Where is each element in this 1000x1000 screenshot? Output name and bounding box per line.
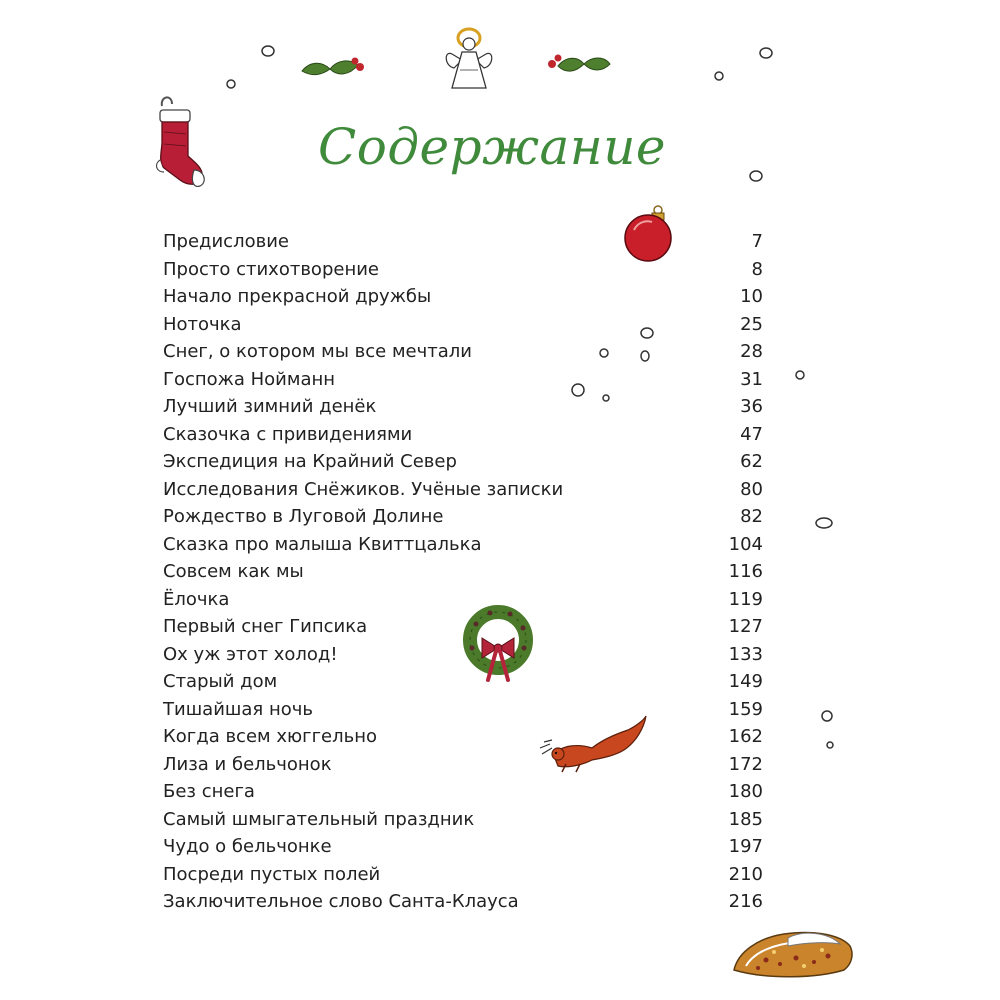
snowflake-icon <box>227 80 235 88</box>
toc-entry-page-number: 180 <box>728 781 763 802</box>
toc-entry-page-number: 8 <box>751 258 763 280</box>
snowflake-icon <box>827 742 833 748</box>
toc-entry[interactable] <box>163 833 763 861</box>
toc-entry-page-number: 185 <box>728 808 763 830</box>
toc-entry-page-number: 149 <box>728 671 763 692</box>
toc-entry-page-number: 116 <box>728 561 763 582</box>
toc-entry-title: Совсем как мы <box>163 561 304 582</box>
toc-entry-title: Предисловие <box>163 231 289 252</box>
toc-entry-title: Экспедиция на Крайний Север <box>163 451 457 472</box>
toc-entry[interactable] <box>163 531 763 559</box>
toc-entry-title: Рождество в Луговой Долине <box>163 506 444 527</box>
toc-entry-title: Без снега <box>163 781 255 802</box>
toc-entry-title: Когда всем хюггельно <box>163 726 378 747</box>
toc-entry[interactable] <box>163 448 763 476</box>
toc-entry-title: Просто стихотворение <box>163 258 379 280</box>
snowflake-icon <box>715 72 723 80</box>
stollen-bread-icon <box>728 922 858 982</box>
toc-entry-title: Тишайшая ночь <box>163 698 313 720</box>
toc-entry-title: Ох уж этот холод! <box>163 643 338 665</box>
toc-entry-page-number: 36 <box>740 396 763 417</box>
toc-entry[interactable] <box>163 806 763 834</box>
toc-entry-title: Сказка про малыша Квиттцалька <box>163 533 482 555</box>
toc-entry[interactable] <box>163 311 763 339</box>
toc-entry-title: Снег, о котором мы все мечтали <box>163 341 472 362</box>
snowflake-icon <box>760 48 772 58</box>
toc-entry-title: Посреди пустых полей <box>163 863 381 885</box>
toc-entry[interactable] <box>163 751 763 779</box>
toc-entry-title: Заключительное слово Санта-Клауса <box>163 891 519 912</box>
angel-icon <box>442 24 496 92</box>
toc-entry[interactable] <box>163 421 763 449</box>
page-title: Содержание <box>318 118 667 176</box>
snowflake-icon <box>816 518 832 528</box>
toc-entry[interactable] <box>163 283 763 311</box>
toc-entry-title: Первый снег Гипсика <box>163 616 368 637</box>
toc-entry[interactable] <box>163 861 763 889</box>
toc-entry-page-number: 10 <box>740 286 763 307</box>
toc-entry-page-number: 172 <box>728 753 763 775</box>
holly-icon <box>300 55 370 83</box>
toc-entry[interactable] <box>163 393 763 421</box>
toc-entry[interactable] <box>163 476 763 504</box>
toc-entry-page-number: 162 <box>728 726 763 747</box>
toc-entry-page-number: 7 <box>751 231 763 252</box>
toc-entry-title: Ёлочка <box>163 588 230 610</box>
toc-entry[interactable] <box>163 696 763 724</box>
toc-entry[interactable] <box>163 503 763 531</box>
toc-entry-page-number: 25 <box>740 313 763 335</box>
toc-entry-page-number: 197 <box>728 836 763 857</box>
ornament-icon <box>618 202 678 266</box>
toc-entry-page-number: 82 <box>740 506 763 527</box>
toc-entry[interactable] <box>163 888 763 916</box>
toc-entry[interactable] <box>163 558 763 586</box>
toc-entry-page-number: 119 <box>728 588 763 610</box>
snowflake-icon <box>796 371 804 379</box>
toc-entry[interactable] <box>163 778 763 806</box>
snowflake-icon <box>822 711 832 721</box>
toc-entry-page-number: 216 <box>728 891 763 912</box>
toc-entry-page-number: 62 <box>740 451 763 472</box>
toc-entry-title: Старый дом <box>163 671 278 692</box>
holly-icon <box>544 52 612 80</box>
toc-entry-page-number: 31 <box>740 368 763 390</box>
toc-entry-title: Лучший зимний денёк <box>163 396 377 417</box>
stocking-icon <box>150 92 214 192</box>
toc-entry-page-number: 47 <box>740 423 763 445</box>
toc-entry-title: Лиза и бельчонок <box>163 753 332 775</box>
squirrel-icon <box>536 714 648 778</box>
toc-entry[interactable] <box>163 723 763 751</box>
toc-entry-page-number: 80 <box>740 478 763 500</box>
toc-entry-page-number: 104 <box>728 533 763 555</box>
toc-entry-title: Самый шмыгательный праздник <box>163 808 475 830</box>
snowflake-icon <box>262 46 274 56</box>
toc-entry-title: Ноточка <box>163 313 242 335</box>
toc-entry-page-number: 133 <box>728 643 763 665</box>
toc-entry[interactable] <box>163 366 763 394</box>
toc-entry-page-number: 28 <box>740 341 763 362</box>
wreath-icon <box>460 604 538 686</box>
toc-entry-title: Чудо о бельчонке <box>163 836 332 857</box>
toc-entry-title: Исследования Снёжиков. Учёные записки <box>163 478 564 500</box>
toc-entry-title: Госпожа Нойманн <box>163 368 336 390</box>
toc-entry-page-number: 210 <box>728 863 763 885</box>
toc-entry-title: Сказочка с привидениями <box>163 423 413 445</box>
toc-entry-page-number: 159 <box>728 698 763 720</box>
toc-list <box>163 228 763 916</box>
toc-entry-page-number: 127 <box>728 616 763 637</box>
toc-entry-title: Начало прекрасной дружбы <box>163 286 432 307</box>
toc-entry[interactable] <box>163 338 763 366</box>
snowflake-icon <box>750 171 762 181</box>
